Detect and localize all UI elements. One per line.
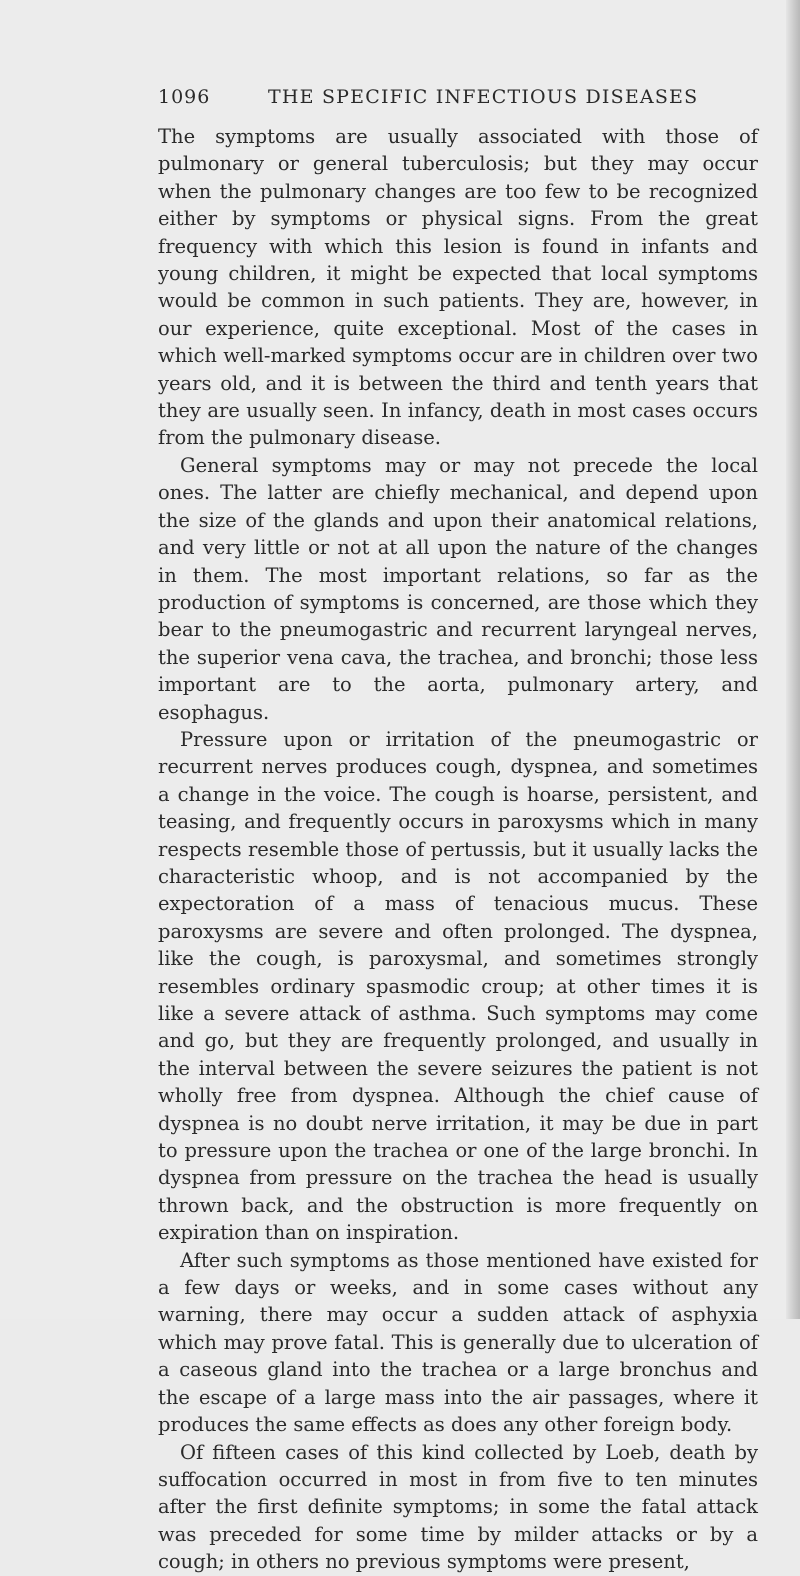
- page-header: [158, 86, 718, 116]
- paragraph-2: General symptoms may or may not precede the local ones. The latter are chiefly mechanical, and depend upon the size of the glands and upon their anatomical relations, and very little or not at all upon the nature of the changes in them. The most important relations, so far as the production of symptoms is concerned, are those which they bear to the pneumogastric and recurrent laryngeal nerves, the superior vena cava, the trachea, and bronchi; those less important are to the aorta, pulmonary artery, and esophagus.: [158, 453, 758, 724]
- paragraph-5: Of fifteen cases of this kind collected by Loeb, death by suffocation occurred in most in from five to ten minutes after the first definite symptoms; in some the fatal attack was preceded for some time by milder attacks or by a cough; in others no previous symptoms were present,: [158, 1440, 758, 1574]
- running-title: THE SPECIFIC INFECTIOUS DISEASES: [268, 86, 699, 108]
- paragraph-1: The symptoms are usually associated with those of pulmonary or general tuberculosis; but they may occur when the pulmonary changes are too few to be recognized either by symptoms or physical signs. From the great frequency with which this lesion is found in infants and young children, it might be expected that local symptoms would be common in such patients. They are, however, in our experience, quite exceptional. Most of the cases in which well-marked symptoms occur are in children over two years old, and it is between the third and tenth years that they are usually seen. In infancy, death in most cases occurs from the pulmonary disease.: [158, 125, 758, 450]
- body-text: [158, 123, 758, 1576]
- paragraph-4: After such symptoms as those mentioned have existed for a few days or weeks, and in some cases without any warning, there may occur a sudden attack of asphyxia which may prove fatal. This is generally due to ulceration of a caseous gland into the trachea or a large bronchus and the escape of a large mass into the air passages, where it produces the same effects as does any other foreign body.: [158, 1248, 758, 1437]
- page-number: 1096: [158, 86, 211, 108]
- page-edge-shadow: [786, 0, 800, 1319]
- paragraph-3: Pressure upon or irritation of the pneumogastric or recurrent nerves produces cough, dyspnea, and sometimes a change in the voice. The cough is hoarse, persistent, and teasing, and frequently occurs in paroxysms which in many respects resemble those of pertussis, but it usually lacks the characteristic whoop, and is not accompanied by the expectoration of a mass of tenacious mucus. These paroxysms are severe and often prolonged. The dyspnea, like the cough, is paroxysmal, and sometimes strongly resembles ordinary spasmodic croup; at other times it is like a severe attack of asthma. Such symptoms may come and go, but they are frequently prolonged, and usually in the interval between the severe seizures the patient is not wholly free from dyspnea. Although the chief cause of dyspnea is no doubt nerve irritation, it may be due in part to pressure upon the trachea or one of the large bronchi. In dyspnea from pressure on the trachea the head is usually thrown back, and the obstruction is more frequently on expiration than on inspiration.: [158, 727, 758, 1245]
